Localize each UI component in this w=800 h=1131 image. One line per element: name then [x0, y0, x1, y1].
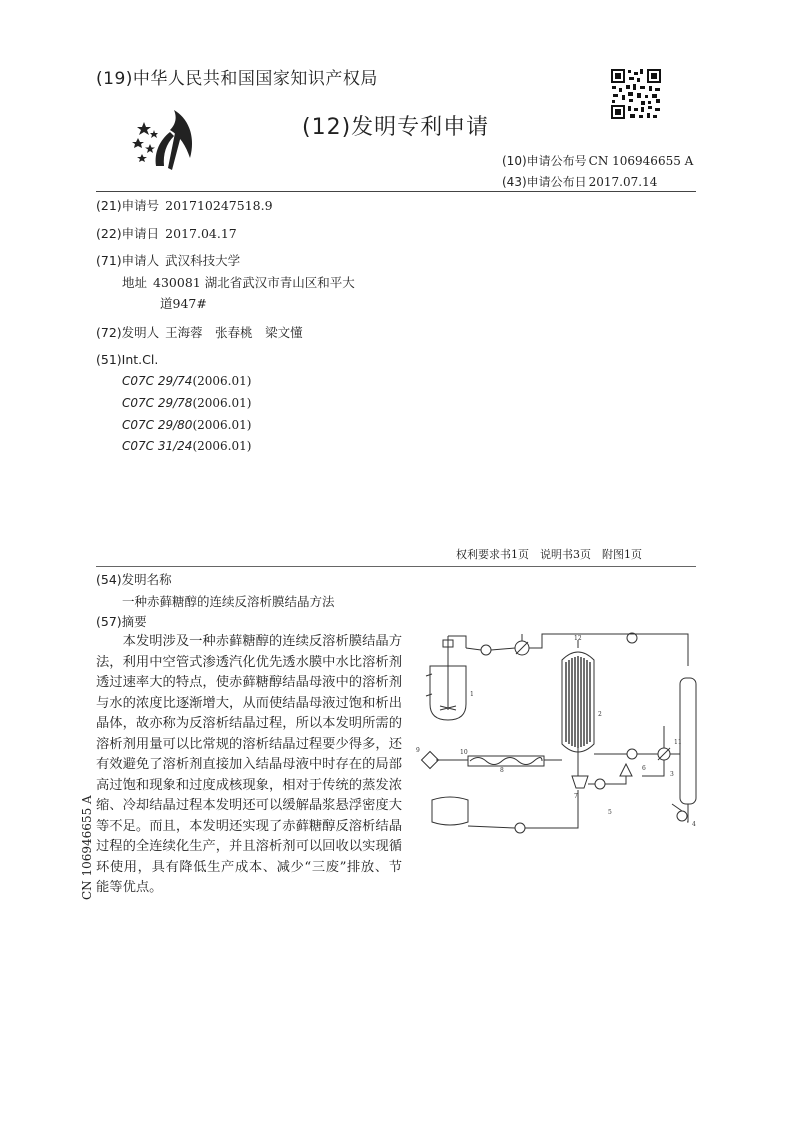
diagram-label: 5 — [608, 809, 612, 816]
address-row — [122, 273, 355, 293]
ipc-code: C07C 29/78 — [122, 396, 193, 410]
application-number-label: (21)申请号 — [96, 198, 160, 213]
applicant-name: 武汉科技大学 — [165, 253, 241, 268]
ipc-code: C07C 31/24 — [122, 439, 193, 453]
diagram-label: 4 — [692, 821, 696, 828]
ipc-code: C07C 29/80 — [122, 418, 193, 432]
application-number-row — [96, 196, 273, 216]
diagram-label: 3 — [670, 771, 674, 778]
applicant-row — [96, 251, 240, 271]
ipc-version: (2006.01) — [192, 418, 252, 432]
address-line-2: 道947# — [160, 296, 207, 311]
crystallizer-vessel — [426, 640, 466, 720]
page-count-info: 权利要求书1页 说明书3页 附图1页 — [456, 548, 642, 561]
qr-code-icon — [610, 68, 662, 120]
publication-number-row — [502, 152, 693, 169]
ipc-row — [122, 396, 251, 410]
publication-number-label: (10)申请公布号 — [502, 154, 587, 168]
condenser-column — [627, 633, 696, 821]
ipc-row — [122, 418, 251, 432]
publication-date: 2017.07.14 — [588, 175, 658, 189]
heat-exchanger-1 — [481, 641, 529, 655]
abstract-text: 本发明涉及一种赤藓糖醇的连续反溶析膜结晶方法，利用中空管式渗透汽化优先透水膜中水比溶析剂透过速率大的特点，使赤藓糖醇结晶母液中的溶析剂与水的浓度比逐渐增大，从而使结晶母液过饱和析出晶体，故亦称为反溶析结晶过程，所以本发明所需的溶析剂用量可以比常规的溶析结晶过程要少得多，还有效避免了溶析剂直接加入结晶母液中时存在的局部高过饱和现象和过度成核现象，相对于传统的蒸发浓缩、冷却结晶过程本发明还可以缓解晶浆悬浮密度大等不足。而且，本发明还实现了赤藓糖醇反溶析结晶过程的全连续化生产，并且溶析剂可以回收以实现循环使用，具有降低生产成本、减少“三废”排放、节能等优点。 — [96, 634, 402, 895]
publication-number: CN 106946655 A — [588, 154, 694, 168]
address-line-1: 430081 湖北省武汉市青山区和平大 — [153, 275, 355, 290]
diagram-label: 11 — [674, 739, 682, 746]
intcl-label: (51)Int.Cl. — [96, 352, 159, 367]
ipc-row — [122, 439, 251, 453]
diagram-label: 12 — [574, 635, 582, 642]
publication-date-label: (43)申请公布日 — [502, 175, 587, 189]
diagram-label: 2 — [598, 711, 602, 718]
filing-date: 2017.04.17 — [165, 226, 237, 241]
diagram-label: 6 — [642, 765, 646, 772]
process-flow-diagram — [412, 626, 708, 838]
diagram-label: 9 — [416, 747, 420, 754]
title-label: (54)发明名称 — [96, 572, 172, 587]
diagram-label: 8 — [500, 767, 504, 774]
pages-divider — [96, 566, 696, 567]
address-label: 地址 — [122, 275, 148, 290]
document-type-title: (12)发明专利申请 — [302, 115, 490, 140]
header-divider — [96, 191, 696, 192]
dryer-and-pump — [572, 764, 632, 789]
diagram-label: 7 — [574, 793, 578, 800]
filing-date-row — [96, 224, 237, 244]
ipc-version: (2006.01) — [192, 396, 252, 410]
cnipa-emblem-icon — [130, 102, 212, 174]
diagram-label: 10 — [460, 749, 468, 756]
applicant-label: (71)申请人 — [96, 253, 160, 268]
diagram-label: 1 — [470, 691, 474, 698]
ipc-code: C07C 29/74 — [122, 374, 193, 388]
inventors-label: (72)发明人 — [96, 325, 160, 340]
inventors-names: 王海蓉 张春桃 梁文懂 — [165, 325, 303, 340]
inventors-row — [96, 323, 303, 343]
ipc-version: (2006.01) — [192, 374, 252, 388]
invention-title: 一种赤藓糖醇的连续反溶析膜结晶方法 — [122, 594, 335, 609]
filing-date-label: (22)申请日 — [96, 226, 160, 241]
ipc-row — [122, 374, 251, 388]
ipc-version: (2006.01) — [192, 439, 252, 453]
pervaporation-membrane-module — [562, 640, 594, 752]
abstract-label: (57)摘要 — [96, 614, 147, 629]
office-name: (19)中华人民共和国国家知识产权局 — [96, 69, 378, 89]
application-number: 201710247518.9 — [165, 198, 273, 213]
publication-date-row — [502, 173, 657, 190]
side-publication-number: CN 106946655 A — [80, 795, 94, 900]
